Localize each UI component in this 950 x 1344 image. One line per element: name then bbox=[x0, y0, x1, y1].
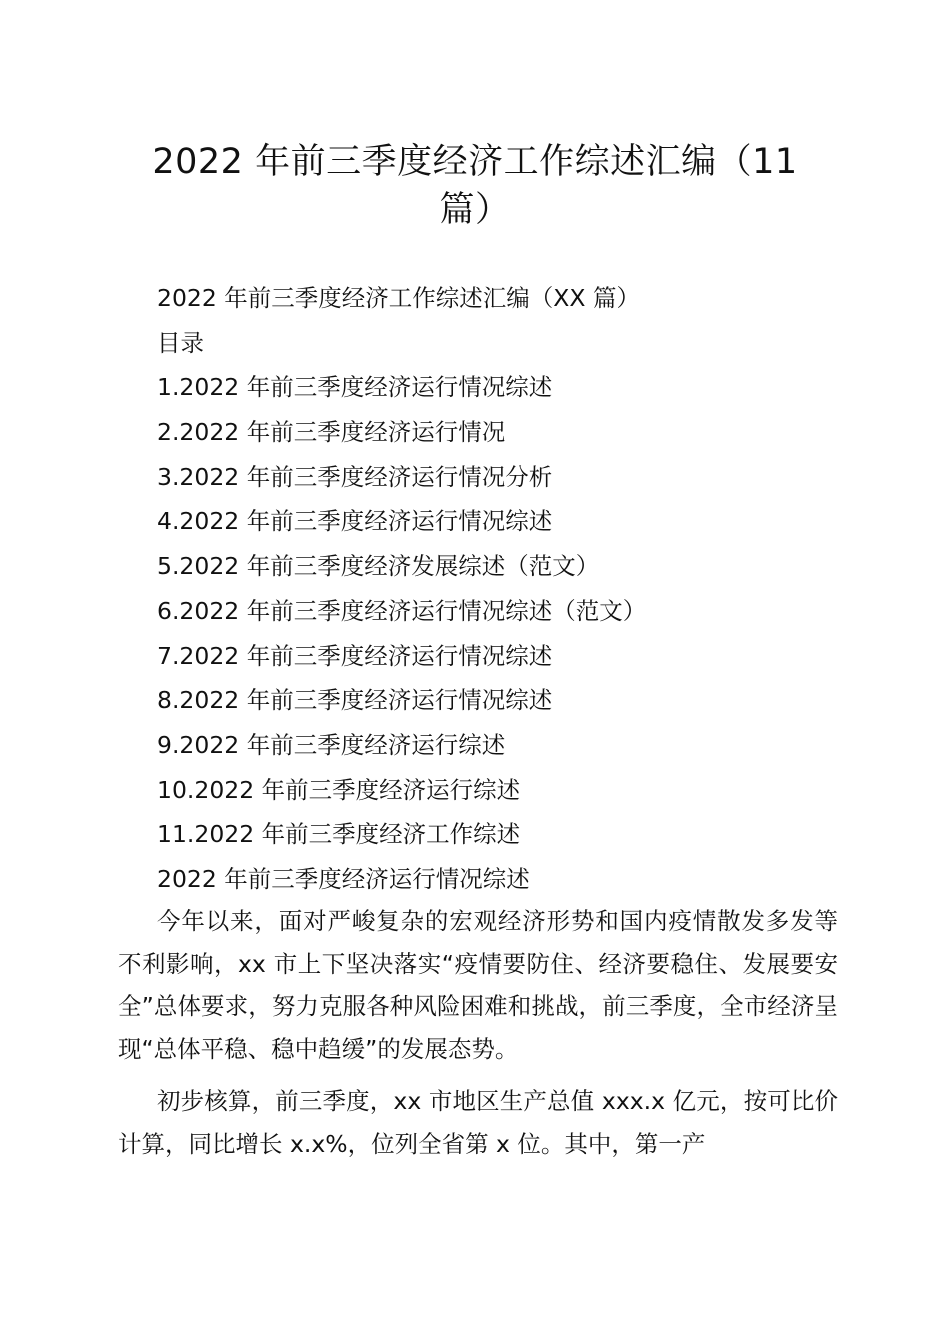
document-subtitle: 2022 年前三季度经济工作综述汇编（XX 篇） bbox=[157, 284, 640, 312]
toc-item: 5.2022 年前三季度经济发展综述（范文） bbox=[157, 552, 600, 581]
toc-item: 10.2022 年前三季度经济运行综述 bbox=[157, 775, 521, 804]
toc-item: 2.2022 年前三季度经济运行情况 bbox=[157, 418, 506, 447]
toc-heading: 目录 bbox=[157, 328, 204, 357]
toc-item: 11.2022 年前三季度经济工作综述 bbox=[157, 820, 521, 849]
toc-item: 7.2022 年前三季度经济运行情况综述 bbox=[157, 641, 553, 670]
table-of-contents bbox=[157, 276, 646, 902]
toc-item: 1.2022 年前三季度经济运行情况综述 bbox=[157, 373, 553, 402]
document-title-line-2: 篇） bbox=[439, 190, 511, 230]
toc-item: 8.2022 年前三季度经济运行情况综述 bbox=[157, 686, 553, 715]
toc-item: 4.2022 年前三季度经济运行情况综述 bbox=[157, 507, 553, 536]
toc-item: 9.2022 年前三季度经济运行综述 bbox=[157, 730, 506, 759]
toc-item: 6.2022 年前三季度经济运行情况综述（范文） bbox=[157, 596, 647, 625]
body-paragraph: 初步核算，前三季度，xx 市地区生产总值 xxx.x 亿元，按可比价计算，同比增长 x.x%，位列全省第 x 位。其中，第一产 bbox=[118, 1087, 838, 1158]
document-title bbox=[140, 138, 810, 234]
section-heading: 2022 年前三季度经济运行情况综述 bbox=[157, 864, 530, 893]
document-title-line-1: 2022 年前三季度经济工作综述汇编（11 bbox=[152, 142, 798, 182]
toc-list bbox=[157, 365, 646, 857]
body-paragraph: 今年以来，面对严峻复杂的宏观经济形势和国内疫情散发多发等不利影响，xx 市上下坚决落实“疫情要防住、经济要稳住、发展要安全”总体要求，努力克服各种风险困难和挑战，前三季度，全市经济呈现“总体平稳、稳中趋缓”的发展态势。 bbox=[118, 907, 838, 1063]
toc-item: 3.2022 年前三季度经济运行情况分析 bbox=[157, 462, 553, 491]
